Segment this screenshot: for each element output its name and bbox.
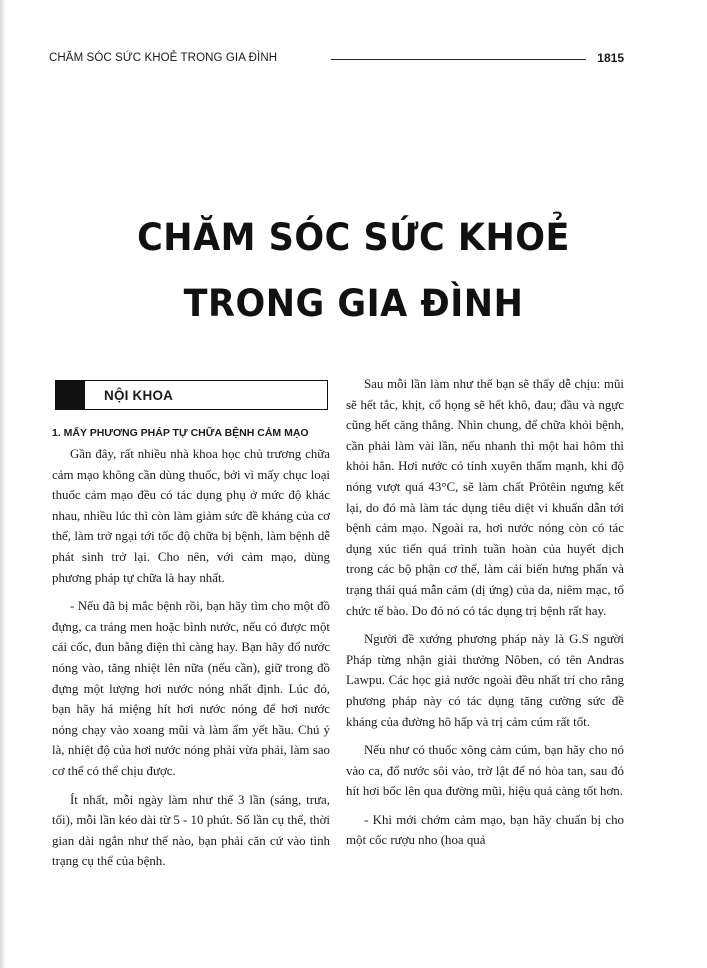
page-edge-shadow (0, 0, 6, 968)
page-number: 1815 (597, 51, 624, 65)
section-marker-block (55, 380, 85, 410)
section-label: NỘI KHOA (104, 388, 174, 403)
chapter-title-line-1: CHĂM SÓC SỨC KHOẺ (137, 216, 570, 260)
section-heading-box (52, 380, 330, 410)
chapter-title (0, 205, 707, 337)
right-column (346, 374, 624, 859)
chapter-title-line-2: TRONG GIA ĐÌNH (183, 282, 524, 326)
paragraph: Người đề xướng phương pháp này là G.S người Pháp từng nhận giải thưởng Nôben, có tên Andras Lawpu. Các học giả nước ngoài đều nhất trí cho rằng phương pháp này có tác dụng tăng cường sức đề kháng của đường hô hấp và trị cảm cúm rất tốt. (346, 632, 624, 729)
paragraph: - Nếu đã bị mắc bệnh rồi, bạn hãy tìm cho một đồ đựng, ca tráng men hoặc bình nước, nếu có được một cái cốc, đun bằng điện thì càng hay. Bạn hãy đổ nước nóng vào, tăng nhiệt lên nữa (nếu cần), giữ trong đồ đựng một lượng hơi nước nóng nhất định. Lúc đó, bạn hãy há miệng hít hơi nước nóng để hơi nước nóng chạy vào xoang mũi và làm ẩm yết hầu. Chú ý là, nhiệt độ của hơi nước nóng phải vừa phải, làm sao cơ thể có thể chịu được. (52, 599, 330, 778)
paragraph: - Khi mới chớm cảm mạo, bạn hãy chuẩn bị cho một cốc rượu nho (hoa quả (346, 812, 624, 848)
running-header (49, 50, 624, 72)
left-column (52, 374, 330, 880)
subheading: 1. MẤY PHƯƠNG PHÁP TỰ CHỮA BỆNH CẢM MẠO (52, 427, 309, 439)
paragraph: Ít nhất, mỗi ngày làm như thế 3 lần (sáng, trưa, tối), mỗi lần kéo dài từ 5 - 10 phút. Số lần cụ thể, thời gian dài ngắn như thế nào, bạn phải căn cứ vào tình trạng cụ thể của bệnh. (52, 792, 330, 869)
paragraph: Nếu như có thuốc xông cảm cúm, bạn hãy cho nó vào ca, đổ nước sôi vào, trờ lật để nó hòa tan, sau đó hít hơi bốc lên qua đường mũi, hiệu quả càng tốt hơn. (346, 743, 624, 799)
running-title: CHĂM SÓC SỨC KHOẺ TRONG GIA ĐÌNH (49, 52, 278, 64)
paragraph: Sau mỗi lần làm như thế bạn sẽ thấy dễ chịu: mũi sẽ hết tắc, khịt, cổ họng sẽ hết khô, đau; đầu và ngực cũng hết căng thẳng. Nhìn chung, để chữa khỏi bệnh, cần phải làm vài lần, nếu nhanh thì một hai hôm thì khỏi hẳn. Hơi nước có tính xuyên thấm mạnh, khi độ nóng vượt quá 43°C, sẽ làm chất Prôtêin ngưng kết lại, do đó mà làm tác dụng tiêu diệt vi khuẩn dẫn tới bệnh cảm mạo. Ngoài ra, hơi nước nóng còn có tác dụng xúc tiến quá trình tuần hoàn của huyết dịch trong các bộ phận cơ thể, làm cải biến hưng phấn và trạng thái quá mẫn cảm (dị ứng) của da, niêm mạc, tổ chức tế bào. Do đó nó có tác dụng trị bệnh rất hay. (346, 377, 624, 618)
paragraph: Gần đây, rất nhiều nhà khoa học chủ trương chữa cảm mạo không cần dùng thuốc, bởi vì mấy chục loại thuốc cảm mạo đều có tác dụng phụ ở mức độ khác nhau, nhiều lúc thì còn làm giảm sức đề kháng của cơ thể, làm trở ngại tới tốc độ chữa bị bệnh, làm bệnh dễ phát sinh trở lại. Cho nên, với cảm mạo, dùng phương pháp tự chữa là hay nhất. (52, 447, 330, 585)
header-rule (331, 59, 586, 60)
